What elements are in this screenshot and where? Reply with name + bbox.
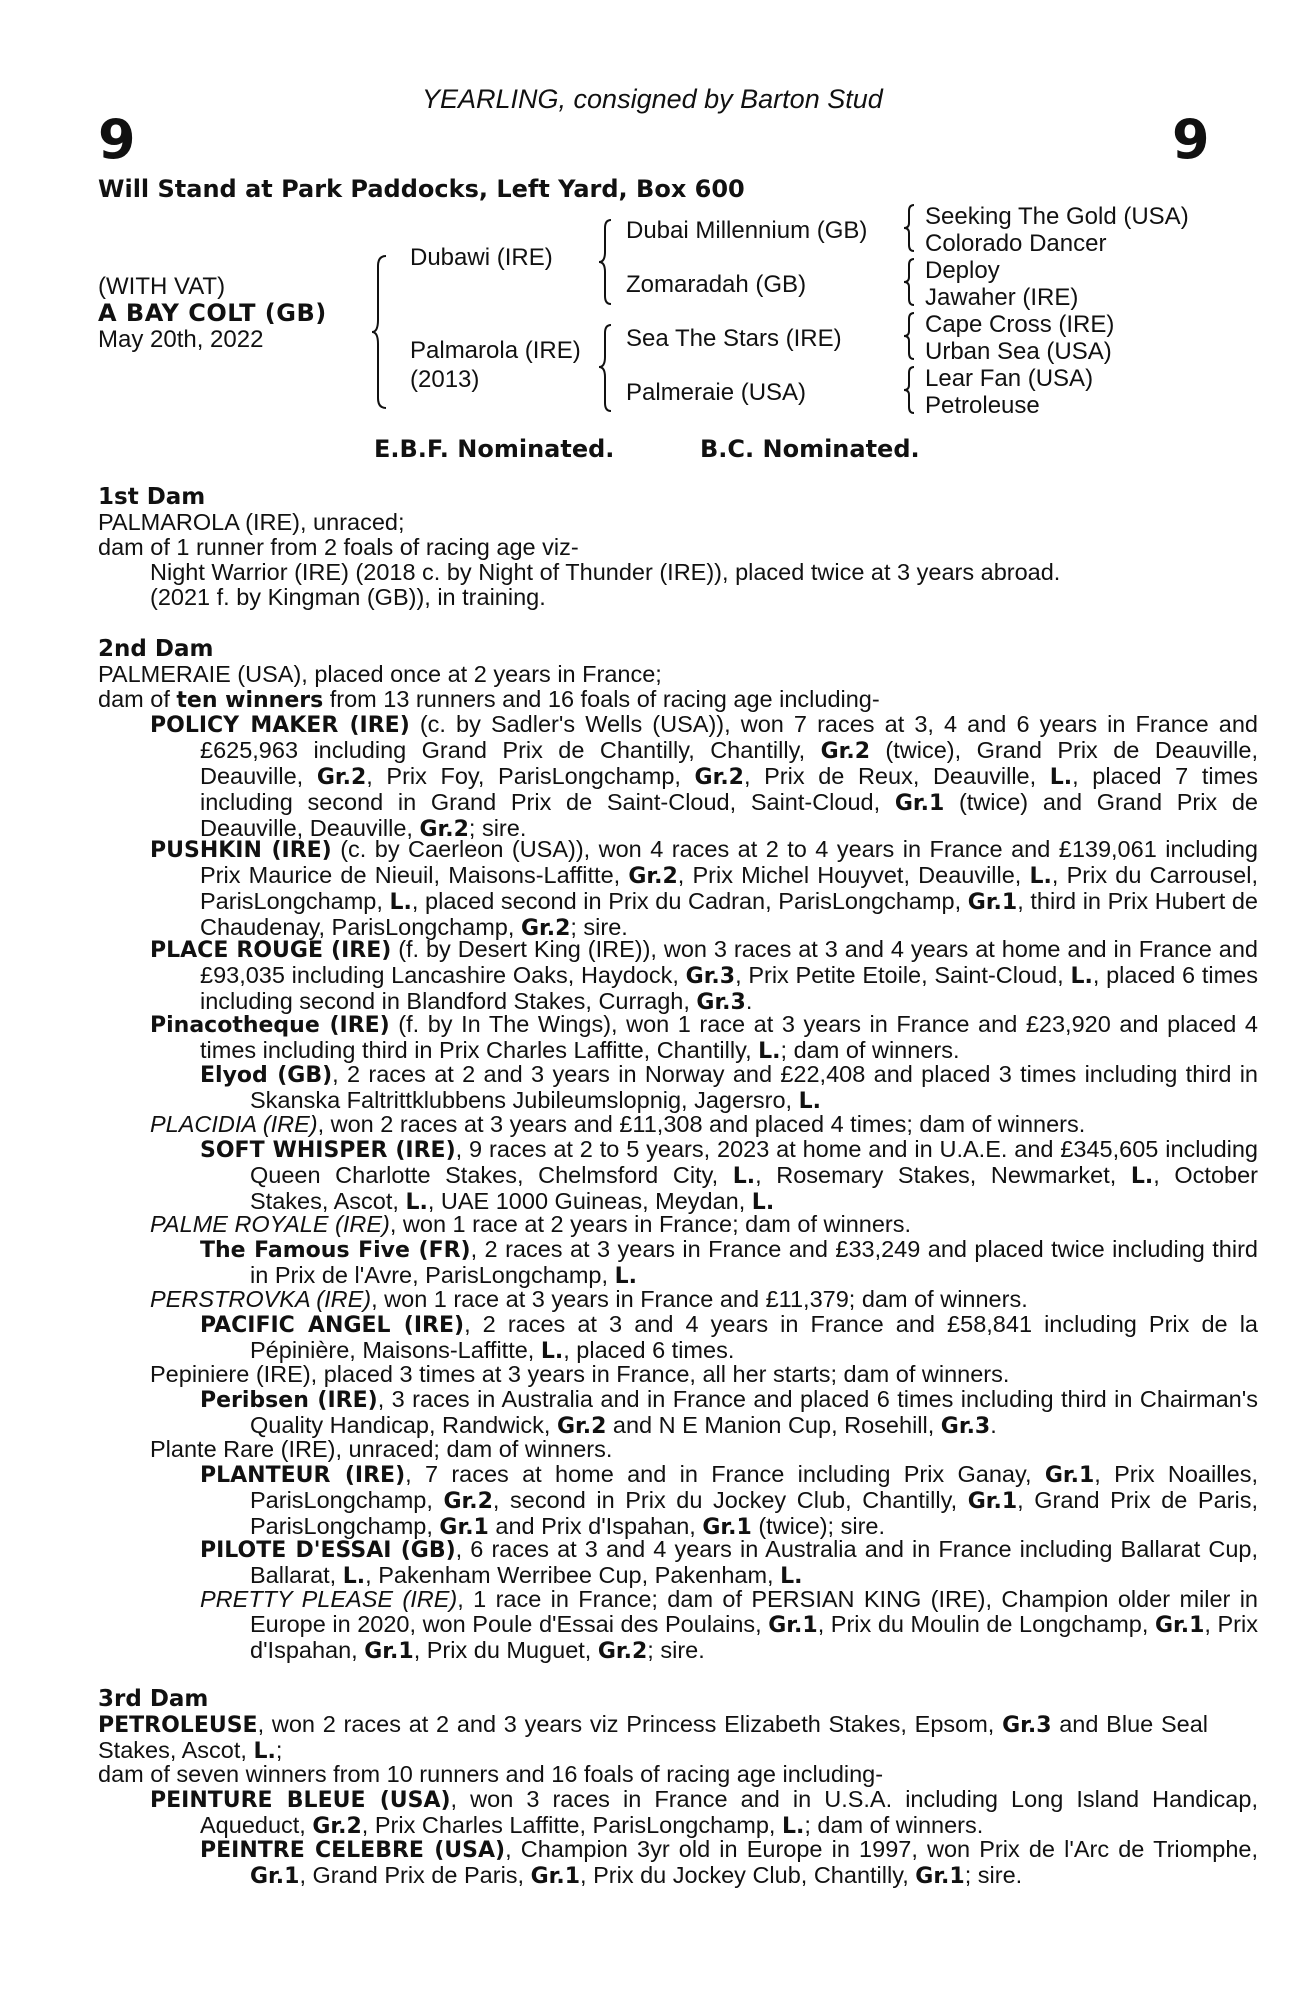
dam: Palmarola (IRE) xyxy=(410,337,581,364)
bc-nomination: B.C. Nominated. xyxy=(700,435,920,463)
horse-name: A BAY COLT (GB) xyxy=(98,299,327,327)
catalogue-header: YEARLING, consigned by Barton Stud xyxy=(422,84,883,114)
dam1-line: dam of 1 runner from 2 foals of racing age viz- xyxy=(98,534,579,560)
pedigree-bracket-parents xyxy=(370,254,392,410)
dam2-intro: PALMERAIE (USA), placed once at 2 years in France; xyxy=(98,661,662,687)
winners-count: ten winners xyxy=(176,688,324,713)
section-2nd-dam: 2nd Dam xyxy=(98,636,214,662)
dam-sire: Sea The Stars (IRE) xyxy=(626,325,842,352)
dam-year: (2013) xyxy=(410,366,480,393)
dam1-line: Night Warrior (IRE) (2018 c. by Night of Thunder (IRE)), placed twice at 3 years abroad. xyxy=(150,559,1061,585)
sire: Dubawi (IRE) xyxy=(410,244,553,271)
dam2-runners: from 13 runners and 16 foals of racing age including- xyxy=(329,686,880,712)
produce-entry: The Famous Five (FR), 2 races at 3 years in France and £33,249 and placed twice including third in Prix de l'Avre, ParisLongchamp, L. xyxy=(200,1236,1258,1289)
produce-entry: PEINTRE CELEBRE (USA), Champion 3yr old in Europe in 1997, won Prix de l'Arc de Triomphe, Gr.1, Grand Prix de Paris, Gr.1, Prix du Jockey Club, Chantilly, Gr.1; sire. xyxy=(200,1836,1258,1889)
sire-sire: Dubai Millennium (GB) xyxy=(626,217,868,244)
produce-entry: PUSHKIN (IRE) (c. by Caerleon (USA)), won 4 races at 2 to 4 years in France and £139,061 including Prix Maurice de Nieuil, Maisons-Laffitte, Gr.2, Prix Michel Houyvet, Deauville, L., Prix du Carrousel, ParisLongchamp, L., placed second in Prix du Cadran, ParisLongchamp, Gr.1, third in Prix Hubert de Chaudenay, ParisLongchamp, Gr.2; sire. xyxy=(150,836,1258,941)
pedigree-bracket-dam xyxy=(597,323,617,413)
section-3rd-dam: 3rd Dam xyxy=(98,1686,209,1712)
g3-lear-fan: Lear Fan (USA) xyxy=(925,365,1094,392)
produce-entry: Peribsen (IRE), 3 races in Australia and in France and placed 6 times including third in Chairman's Quality Handicap, Randwick, Gr.2 and N E Manion Cup, Rosehill, Gr.3. xyxy=(200,1386,1258,1439)
pedigree-bracket-g3-2 xyxy=(902,257,918,307)
g3-colorado-dancer: Colorado Dancer xyxy=(925,230,1107,257)
foaling-date: May 20th, 2022 xyxy=(98,326,264,353)
produce-entry: POLICY MAKER (IRE) (c. by Sadler's Wells (USA)), won 7 races at 3, 4 and 6 years in France and £625,963 including Grand Prix de Chantilly, Chantilly, Gr.2 (twice), Grand Prix de Deauville, Deauville, Gr.2, Prix Foy, ParisLongchamp, Gr.2, Prix de Reux, Deauville, L., placed 7 times including second in Grand Prix de Saint-Cloud, Saint-Cloud, Gr.1 (twice) and Grand Prix de Deauville, Deauville, Gr.2; sire. xyxy=(150,711,1259,842)
g3-jawaher: Jawaher (IRE) xyxy=(925,284,1079,311)
produce-entry: Pinacotheque (IRE) (f. by In The Wings), won 1 race at 3 years in France and £23,920 and placed 4 times including third in Prix Charles Laffitte, Chantilly, L.; dam of winners. xyxy=(150,1011,1258,1064)
section-1st-dam: 1st Dam xyxy=(98,484,206,510)
vat-note: (WITH VAT) xyxy=(98,273,226,300)
produce-entry: PILOTE D'ESSAI (GB), 6 races at 3 and 4 years in Australia and in France including Ballarat Cup, Ballarat, L., Pakenham Werribee Cup, Pakenham, L. xyxy=(200,1536,1258,1589)
dam1-line: (2021 f. by Kingman (GB)), in training. xyxy=(150,584,546,610)
produce-entry: PLACIDIA (IRE), won 2 races at 3 years and £11,308 and placed 4 times; dam of winners. xyxy=(150,1111,1086,1137)
dam3-entry: dam of seven winners from 10 runners and 16 foals of racing age including- xyxy=(98,1761,884,1787)
produce-entry: PACIFIC ANGEL (IRE), 2 races at 3 and 4 years in France and £58,841 including Prix de la Pépinière, Maisons-Laffitte, L., placed 6 times. xyxy=(200,1311,1258,1364)
produce-entry: PALME ROYALE (IRE), won 1 race at 2 years in France; dam of winners. xyxy=(150,1211,912,1237)
pedigree-bracket-g3-3 xyxy=(902,311,918,361)
pedigree-bracket-sire xyxy=(597,218,617,306)
dam-dam: Palmeraie (USA) xyxy=(626,379,807,406)
dam3-entry: PETROLEUSE, won 2 races at 2 and 3 years viz Princess Elizabeth Stakes, Epsom, Gr.3 and Blue Seal Stakes, Ascot, L.; xyxy=(98,1711,1208,1764)
produce-entry: Plante Rare (IRE), unraced; dam of winners. xyxy=(150,1436,613,1462)
g3-urban-sea: Urban Sea (USA) xyxy=(925,338,1112,365)
produce-entry: Pepiniere (IRE), placed 3 times at 3 years in France, all her starts; dam of winners. xyxy=(150,1361,1010,1387)
stand-location: Will Stand at Park Paddocks, Left Yard, Box 600 xyxy=(98,175,745,203)
produce-entry: SOFT WHISPER (IRE), 9 races at 2 to 5 years, 2023 at home and in U.A.E. and £345,605 including Queen Charlotte Stakes, Chelmsford City, L., Rosemary Stakes, Newmarket, L., October Stakes, Ascot, L., UAE 1000 Guineas, Meydan, L. xyxy=(200,1136,1258,1215)
g3-seeking-the-gold: Seeking The Gold (USA) xyxy=(925,203,1189,230)
lot-number-right: 9 xyxy=(1172,108,1210,171)
lot-number-left: 9 xyxy=(98,108,136,171)
produce-entry: PRETTY PLEASE (IRE), 1 race in France; dam of PERSIAN KING (IRE), Champion older miler in Europe in 2020, won Poule d'Essai des Poulains, Gr.1, Prix du Moulin de Longchamp, Gr.1, Prix d'Ispahan, Gr.1, Prix du Muguet, Gr.2; sire. xyxy=(200,1586,1259,1664)
produce-entry: PEINTURE BLEUE (USA), won 3 races in France and in U.S.A. including Long Island Handicap, Aqueduct, Gr.2, Prix Charles Laffitte, ParisLongchamp, L.; dam of winners. xyxy=(150,1786,1258,1839)
produce-entry: PLANTEUR (IRE), 7 races at home and in France including Prix Ganay, Gr.1, Prix Noailles, ParisLongchamp, Gr.2, second in Prix du Jockey Club, Chantilly, Gr.1, Grand Prix de Paris, ParisLongchamp, Gr.1 and Prix d'Ispahan, Gr.1 (twice); sire. xyxy=(200,1461,1258,1540)
sire-dam: Zomaradah (GB) xyxy=(626,271,807,298)
dam1-line: PALMAROLA (IRE), unraced; xyxy=(98,509,405,535)
produce-entry: PERSTROVKA (IRE), won 1 race at 3 years in France and £11,379; dam of winners. xyxy=(150,1286,1028,1312)
pedigree-bracket-g3-4 xyxy=(902,365,918,415)
pedigree-bracket-g3-1 xyxy=(902,203,918,253)
produce-entry: Elyod (GB), 2 races at 2 and 3 years in Norway and £22,408 and placed 3 times including third in Skanska Faltrittklubbens Jubileumslopnig, Jagersro, L. xyxy=(200,1061,1258,1114)
g3-deploy: Deploy xyxy=(925,257,1000,284)
ebf-nomination: E.B.F. Nominated. xyxy=(374,435,615,463)
dam2-produce-summary: dam of ten winners from 13 runners and 16 foals of racing age including- xyxy=(98,686,880,713)
g3-petroleuse: Petroleuse xyxy=(925,392,1040,419)
produce-entry: PLACE ROUGE (IRE) (f. by Desert King (IRE)), won 3 races at 3 and 4 years at home and in France and £93,035 including Lancashire Oaks, Haydock, Gr.3, Prix Petite Etoile, Saint-Cloud, L., placed 6 times including second in Blandford Stakes, Curragh, Gr.3. xyxy=(150,936,1258,1015)
g3-cape-cross: Cape Cross (IRE) xyxy=(925,311,1115,338)
